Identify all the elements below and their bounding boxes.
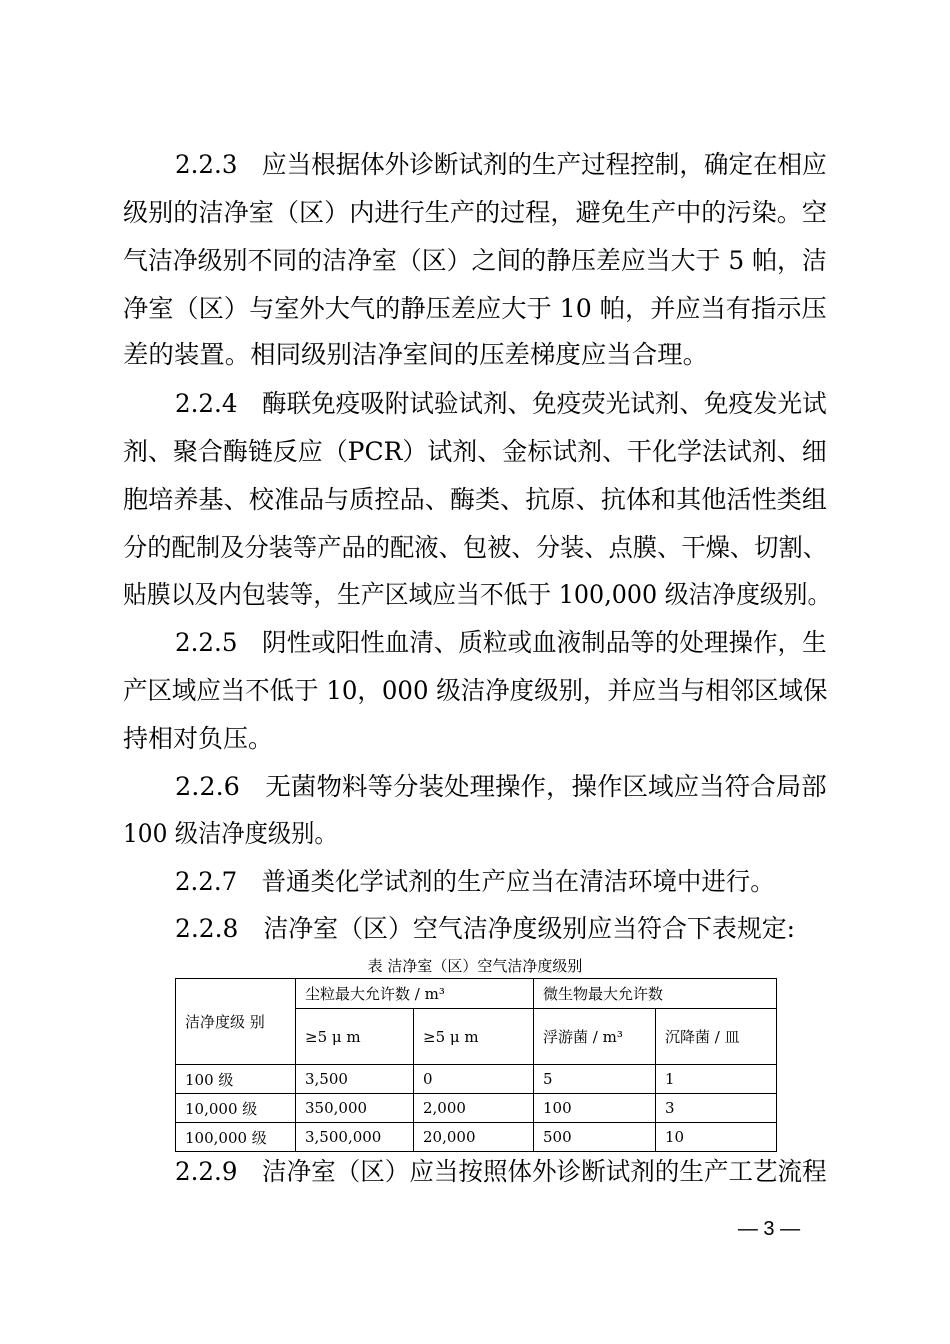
- para-2-2-3-line-1: 2.2.3 应当根据体外诊断试剂的生产过程控制，确定在相应: [175, 150, 827, 179]
- para-2-2-5-line-1: 2.2.5 阴性或阳性血清、质粒或血液制品等的处理操作，生: [175, 628, 827, 657]
- subheader-particle-1: ≥5 μ m: [296, 1009, 414, 1065]
- header-particle-max: 尘粒最大允许数 / m³: [296, 979, 534, 1009]
- para-2-2-4-line-1: 2.2.4 酶联免疫吸附试验试剂、免疫荧光试剂、免疫发光试: [175, 389, 827, 418]
- clause-number: 2.2.9: [175, 1157, 238, 1186]
- header-microbe-max: 微生物最大允许数: [534, 979, 777, 1009]
- cell-particle-2: 0: [414, 1065, 534, 1094]
- cell-particle-1: 350,000: [296, 1094, 414, 1123]
- para-2-2-6-line-2: 100 级洁净度级别。: [123, 819, 338, 848]
- cell-level: 100,000 级: [176, 1123, 296, 1152]
- para-2-2-6-line-1: 2.2.6 无菌物料等分装处理操作，操作区域应当符合局部: [175, 772, 827, 801]
- page-number: — 3 —: [737, 1218, 801, 1240]
- cleanliness-table: [175, 978, 777, 1152]
- para-2-2-3-line-2: 级别的洁净室（区）内进行生产的过程，避免生产中的污染。空: [123, 198, 828, 227]
- cell-particle-2: 2,000: [414, 1094, 534, 1123]
- table-row: [176, 1065, 777, 1094]
- clause-number: 2.2.3: [175, 150, 238, 179]
- header-cleanliness-level: 洁净度级 别: [176, 979, 296, 1065]
- clause-number: 2.2.6: [175, 772, 240, 801]
- para-2-2-4-line-3: 胞培养基、校准品与质控品、酶类、抗原、抗体和其他活性类组: [123, 485, 828, 514]
- para-2-2-5-line-2: 产区域应当不低于 10，000 级洁净度级别，并应当与相邻区域保: [123, 676, 828, 705]
- subheader-settling-bacteria: 沉降菌 / 皿: [656, 1009, 777, 1065]
- subheader-airborne-bacteria: 浮游菌 / m³: [534, 1009, 656, 1065]
- para-2-2-3-line-5: 差的装置。相同级别洁净室间的压差梯度应当合理。: [123, 340, 709, 369]
- clause-number: 2.2.7: [175, 867, 238, 896]
- cell-airborne: 100: [534, 1094, 656, 1123]
- cell-particle-1: 3,500: [296, 1065, 414, 1094]
- para-2-2-3-line-3: 气洁净级别不同的洁净室（区）之间的静压差应当大于 5 帕，洁: [123, 246, 827, 275]
- para-2-2-4-line-2: 剂、聚合酶链反应（PCR）试剂、金标试剂、干化学法试剂、细: [123, 437, 827, 466]
- table-row: [176, 1094, 777, 1123]
- clause-number: 2.2.8: [175, 914, 239, 943]
- subheader-particle-2: ≥5 μ m: [414, 1009, 534, 1065]
- cell-airborne: 5: [534, 1065, 656, 1094]
- cell-level: 10,000 级: [176, 1094, 296, 1123]
- para-2-2-4-line-4: 分的配制及分装等产品的配液、包被、分装、点膜、干燥、切割、: [123, 533, 828, 562]
- para-2-2-4-line-5: 贴膜以及内包装等，生产区域应当不低于 100,000 级洁净度级别。: [123, 580, 832, 609]
- para-2-2-8-line-1: 2.2.8 洁净室（区）空气洁净度级别应当符合下表规定:: [175, 914, 796, 943]
- cell-settling: 10: [656, 1123, 777, 1152]
- cell-particle-2: 20,000: [414, 1123, 534, 1152]
- para-2-2-3-line-4: 净室（区）与室外大气的静压差应大于 10 帕，并应当有指示压: [123, 294, 827, 323]
- table-row: [176, 1123, 777, 1152]
- clause-number: 2.2.5: [175, 628, 238, 657]
- cell-settling: 3: [656, 1094, 777, 1123]
- cell-settling: 1: [656, 1065, 777, 1094]
- cell-level: 100 级: [176, 1065, 296, 1094]
- clause-number: 2.2.4: [175, 389, 238, 418]
- para-2-2-5-line-3: 持相对负压。: [123, 724, 274, 753]
- cell-airborne: 500: [534, 1123, 656, 1152]
- para-2-2-9-line-1: 2.2.9 洁净室（区）应当按照体外诊断试剂的生产工艺流程: [175, 1157, 827, 1186]
- cell-particle-1: 3,500,000: [296, 1123, 414, 1152]
- table-caption: 表 洁净室（区）空气洁净度级别: [367, 957, 583, 975]
- para-2-2-7-line-1: 2.2.7 普通类化学试剂的生产应当在清洁环境中进行。: [175, 867, 775, 896]
